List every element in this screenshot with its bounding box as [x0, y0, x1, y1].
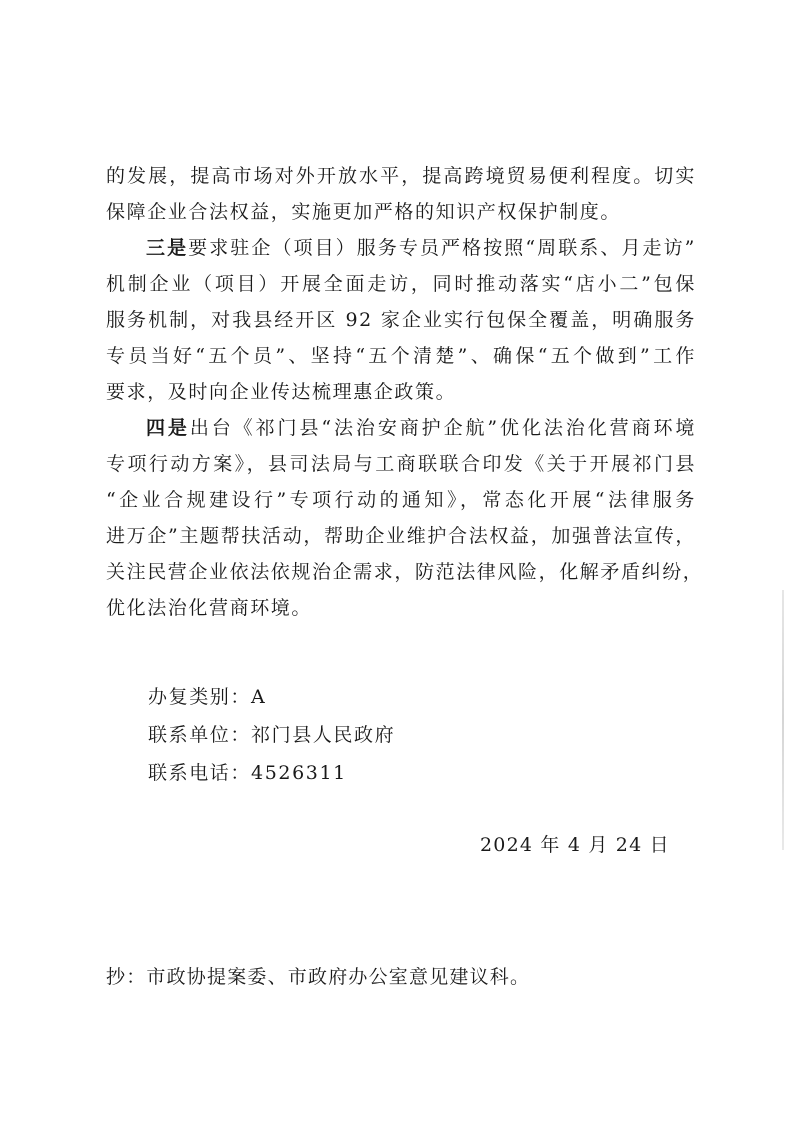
paragraph-lead: 三是	[146, 237, 189, 259]
paragraph-lead: 四是	[146, 417, 190, 439]
paragraph-line: 优化法治化营商环境。	[106, 597, 313, 619]
contact-phone: 联系电话：4526311	[148, 762, 347, 784]
paragraph-line	[106, 230, 696, 266]
paragraph-line: 机制企业（项目）开展全面走访，同时推动落实“店小二”包保	[106, 273, 696, 295]
reply-category: 办复类别：A	[148, 686, 267, 708]
paragraph-text: 要求驻企（项目）服务专员严格按照“周联系、月走访”	[188, 237, 696, 259]
paragraph-line: 服务机制，对我县经开区 92 家企业实行包保全覆盖，明确服务	[106, 309, 696, 331]
paragraph-text: 出台《祁门县“法治安商护企航”优化法治化营商环境	[189, 417, 697, 439]
paragraph-line: 进万企”主题帮扶活动，帮助企业维护合法权益，加强普法宣传，	[106, 525, 696, 547]
paragraph-line: “企业合规建设行”专项行动的通知》，常态化开展“法律服务	[106, 489, 696, 511]
paragraph-line: 专员当好“五个员”、坚持“五个清楚”、确保“五个做到”工作	[106, 345, 696, 367]
body-text	[106, 158, 704, 626]
carbon-copy: 抄：市政协提案委、市政府办公室意见建议科。	[106, 966, 531, 988]
paragraph-line: 的发展，提高市场对外开放水平，提高跨境贸易便利程度。切实	[106, 165, 696, 187]
paragraph-line: 专项行动方案》，县司法局与工商联联合印发《关于开展祁门县	[106, 453, 696, 475]
paragraph-line: 关注民营企业依法依规治企需求，防范法律风险，化解矛盾纠纷，	[106, 561, 704, 583]
contact-info	[148, 678, 395, 792]
paragraph-line: 保障企业合法权益，实施更加严格的知识产权保护制度。	[106, 201, 622, 223]
document-date: 2024 年 4 月 24 日	[480, 834, 670, 856]
contact-unit: 联系单位：祁门县人民政府	[148, 724, 396, 746]
scan-edge-mark	[782, 590, 784, 850]
paragraph-line: 要求，及时向企业传达梳理惠企政策。	[106, 381, 457, 403]
paragraph-line	[106, 410, 696, 446]
